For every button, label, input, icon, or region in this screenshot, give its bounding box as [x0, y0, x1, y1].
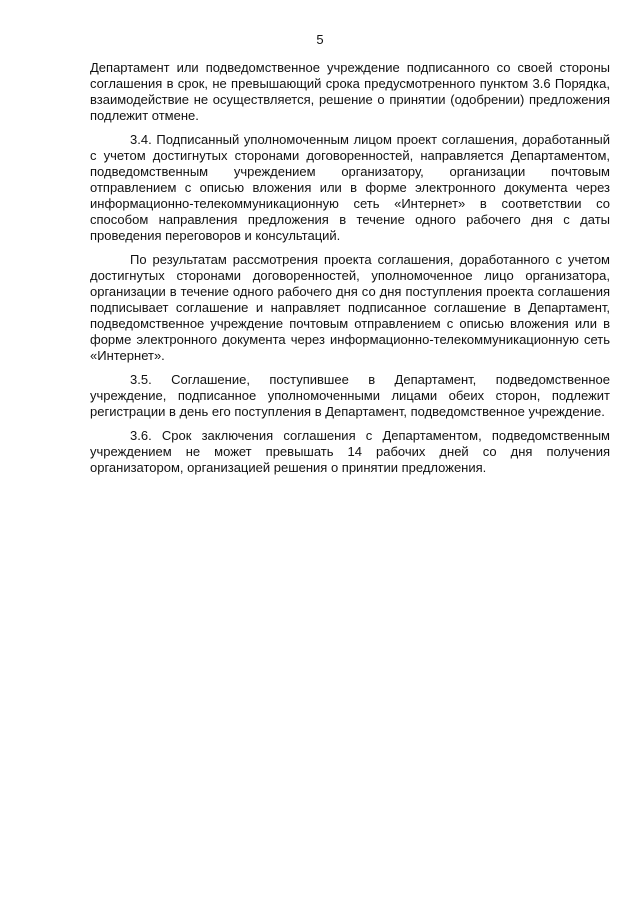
- paragraph-continuation: Департамент или подведомственное учреждение подписанного со своей стороны соглашения в срок, не превышающий срока предусмотренного пунктом 3.6 Порядка, взаимодействие не осуществляется, решение о принятии (одобрении) предложения подлежит отмене.: [90, 60, 610, 123]
- paragraph-3-6: 3.6. Срок заключения соглашения с Департаментом, подведомственным учреждением не может превышать 14 рабочих дней со дня получения организатором, организацией решения о принятии предложения.: [90, 428, 610, 475]
- paragraph-3-5: 3.5. Соглашение, поступившее в Департамент, подведомственное учреждение, подписанное уполномоченными лицами обеих сторон, подлежит регистрации в день его поступления в Департамент, подведомственное учреждение.: [90, 372, 610, 419]
- paragraph-review-result: По результатам рассмотрения проекта соглашения, доработанного с учетом достигнутых сторонами договоренностей, уполномоченное лицо организатора, организации в течение одного рабочего дня со дня поступления проекта соглашения подписывает соглашение и направляет подписанное соглашение в Департамент, подведомственное учреждение почтовым отправлением с описью вложения или в форме электронного документа через информационно-телекоммуникационную сеть «Интернет».: [90, 252, 610, 363]
- paragraph-3-4: 3.4. Подписанный уполномоченным лицом проект соглашения, доработанный с учетом достигнутых сторонами договоренностей, направляется Департаментом, подведомственным учреждением организатору, организации почтовым отправлением с описью вложения или в форме электронного документа через информационно-телекоммуникационную сеть «Интернет» в соответствии со способом направления предложения в течение одного рабочего дня с даты проведения переговоров и консультаций.: [90, 132, 610, 243]
- document-body: [90, 60, 610, 484]
- page-number: 5: [316, 32, 324, 47]
